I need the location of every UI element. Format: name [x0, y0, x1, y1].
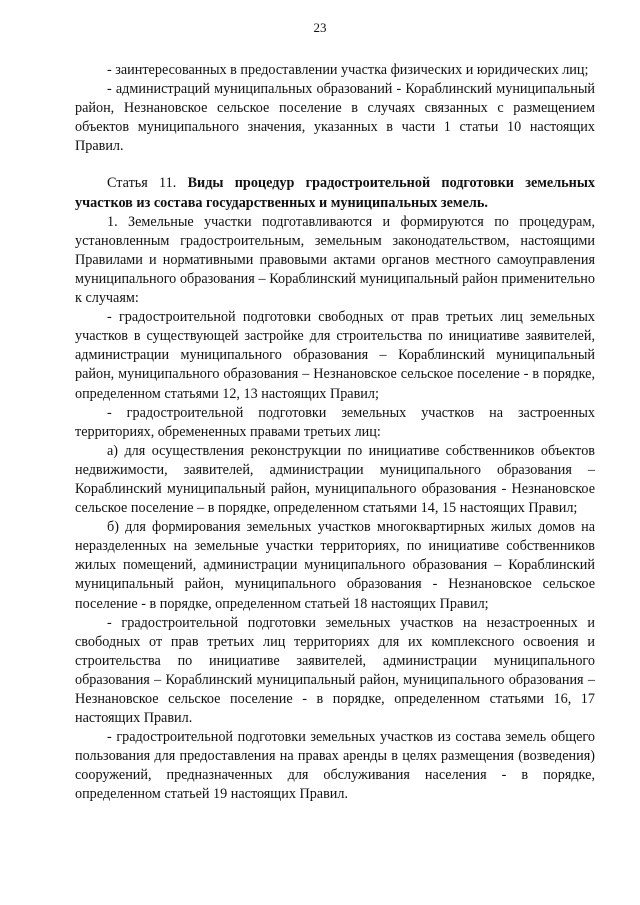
paragraph-undeveloped-territories: - градостроительной подготовки земельных участков на незастроенных и свободных от прав третьих лиц территориях для их комплексного освоения и строительства по инициативе заявителей, администрации муниципального образования – Кораблинский муниципальный район, муниципального образования – Незнановское сельское поселение - в порядке, определенном статьями 16, 17 настоящих Правил.	[75, 614, 595, 727]
article-heading	[75, 174, 595, 212]
paragraph-free-plots: - градостроительной подготовки свободных от прав третьих лиц земельных участков в существующей застройке для строительства по инициативе заявителей, администрации муниципального образования – Кораблинский муниципальный район, муниципального образования – Незнановское сельское поселение - в порядке, определенном статьями 12, 13 настоящих Правил;	[75, 309, 595, 402]
article-label: Статья 11.	[107, 175, 177, 192]
page-number: 23	[313, 20, 327, 35]
document-body	[75, 61, 595, 805]
paragraph-interested-parties: - заинтересованных в предоставлении участка физических и юридических лиц;	[107, 62, 589, 78]
article-title: Виды процедур градостроительной подготовки земельных участков из состава государственных и муниципальных земель.	[75, 175, 596, 211]
paragraph-built-territories: - градостроительной подготовки земельных участков на застроенных территориях, обремененных правами третьих лиц:	[75, 404, 595, 440]
paragraph-sub-b: б) для формирования земельных участков многоквартирных жилых домов на неразделенных на земельные участки территориях, по инициативе собственников жилых помещений, администрации муниципального образования – Кораблинский муниципальный район, муниципального образования - Незнановское сельское поселение - в порядке, определенном статьей 18 настоящих Правил;	[75, 519, 595, 612]
paragraph-sub-a: а) для осуществления реконструкции по инициативе собственников объектов недвижимости, заявителей, администрации муниципального образования – Кораблинский муниципальный район, муниципального образования - Незнановское сельское поселение – в порядке, определенном статьями 14, 15 настоящих Правил;	[75, 442, 595, 517]
paragraph-item-1: 1. Земельные участки подготавливаются и формируются по процедурам, установленным градостроительным, земельным законодательством, настоящими Правилами и нормативными правовыми актами органов местного самоуправления муниципального образования – Кораблинский муниципальный район применительно к случаям:	[75, 213, 595, 307]
paragraph-municipal-administrations: - администраций муниципальных образований - Кораблинский муниципальный район, Незнановское сельское поселение в случаях связанных с размещением объектов муниципального значения, указанных в части 1 статьи 10 настоящих Правил.	[75, 81, 595, 155]
paragraph-public-lands: - градостроительной подготовки земельных участков из состава земель общего пользования для предоставления на правах аренды в целях размещения (возведения) сооружений, предназначенных для обслуживания населения - в порядке, определенном статьей 19 настоящих Правил.	[75, 729, 595, 803]
